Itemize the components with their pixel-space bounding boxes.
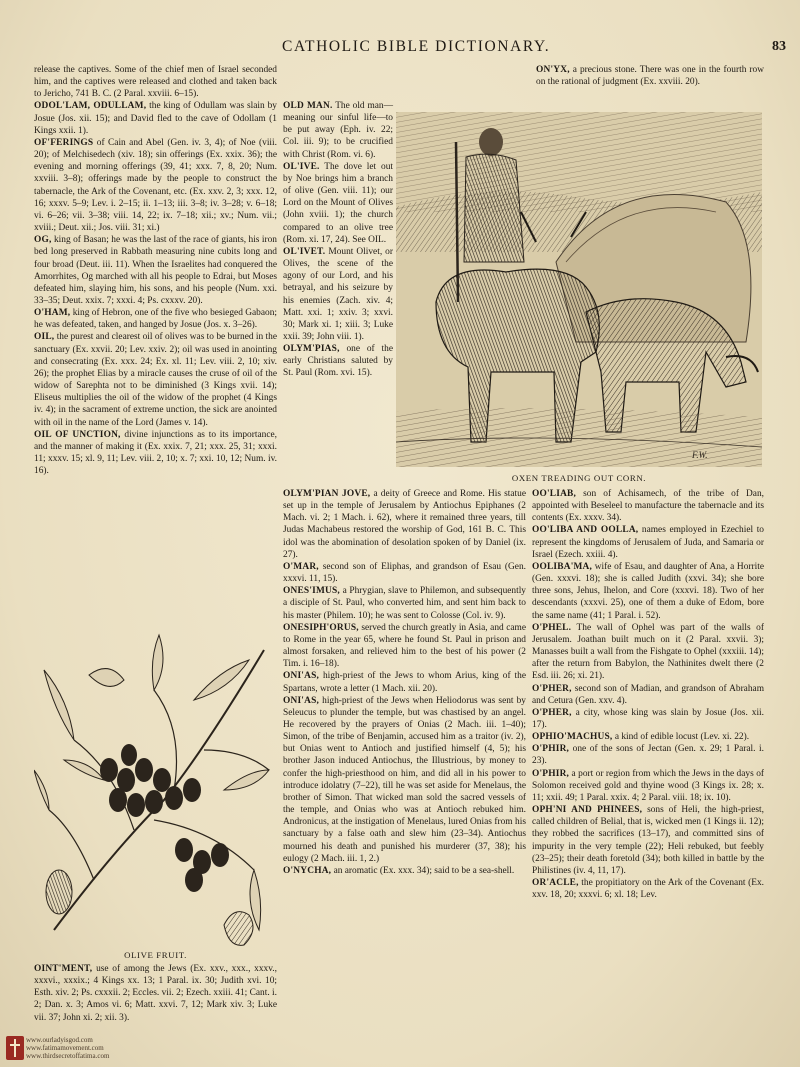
entry-text: sons of Heli, the high-priest, called children of Belial, that is, wicked men (1 Kings ii. 12); they robbed the sacrifices (13–17), and committed sins of impurity in the very temple (22); Heli rebuked, but feebly (23–25); their death foretold (34); both killed in battle by the Philistines (iv. 4, 11, 17).: [532, 805, 764, 876]
dictionary-entry: [34, 331, 277, 428]
dictionary-entry: [532, 488, 764, 524]
dictionary-entry: [532, 804, 764, 877]
dictionary-entry: [283, 246, 393, 343]
entry-text: the purest and clearest oil of olives was to be burned in the sanctuary (Ex. xxvii. 20; Lev. xxiv. 2); oil was used in anointing and consecrating (Ex. xxx. 24; Ex. xl. 11; Lev. viii. 2, 10; xiv. 26); the prophet Elias by a miracle causes the cruse of oil of the widow of Sarephta not to be diminished (3 Kings xvii. 14); Eliseus multiplies the oil of the widow of the prophet (4 Kings iv. 4); in the sacrament of extreme unction, the sick are anointed with oil in the name of the Lord (James v. 14).: [34, 332, 277, 428]
dictionary-entry: [532, 524, 764, 560]
entry-headword: OO'LIAB,: [532, 489, 577, 499]
entry-headword: OO'LIBA AND OOLLA,: [532, 525, 639, 536]
dictionary-entry: [34, 963, 277, 1024]
dictionary-entry: [532, 561, 764, 622]
dictionary-entry: [283, 100, 393, 161]
entry-headword: ONES'IMUS,: [283, 586, 340, 597]
entry-text: high-priest of the Jews when Heliodorus was sent by Seleucus to plunder the temple, but was chastised by an angel. He recovered by the prayers of Onias (2 Mach. iii. 1–40); Simon, of the tribe of Benjamin, accused him as a traitor (iv. 2), but Onias went to Antioch and justified himself (4, 5); his brother Jason induced Antiochus, the Illustrious, by money to confer the high-priesthood on him, and did all in his power to introduce idolatry (7–22), till he was set aside for Menelaus, the brother of Simon. That wicked man sold the sacred vessels of the temple, and Onias who was at Antioch rebuked him. Andronicus, at the instigation of Menelaus, lured Onias from his sanctuary by a false oath and slew him (23–34). Antiochus mourned his death and punished his murderer (37, 38); his eulogy (2 Mach. iii. 1, 2.): [283, 695, 526, 864]
entry-text: a deity of Greece and Rome. His statue set up in the temple of Jerusalem by Antiochus Epiphanes (2 Mach. vi. 2; 1 Mach. i. 62), where it remained three years, till Judas Machabeus restored the worship of God, 161 B. C. This idol was the abomination of desolation spoken of by Daniel (ix. 27).: [283, 489, 526, 560]
olive-caption: OLIVE FRUIT.: [124, 950, 187, 960]
dictionary-entry: [532, 731, 764, 743]
dictionary-entry: [34, 64, 277, 100]
entry-text: king of Hebron, one of the five who besieged Gabaon; he was defeated, taken, and hanged by Josue (Jos. x. 3–26).: [34, 308, 277, 331]
dictionary-entry: [532, 768, 764, 804]
dictionary-entry: [34, 234, 277, 307]
column-right-top: [536, 64, 764, 88]
svg-text:F.W.: F.W.: [692, 450, 708, 460]
column-left: [34, 64, 277, 477]
entry-headword: O'PHER,: [532, 707, 572, 718]
entry-headword: OPHIO'MACHUS,: [532, 732, 613, 743]
entry-headword: OOLIBA'MA,: [532, 561, 593, 572]
entry-text: the propitiatory on the Ark of the Covenant (Ex. xxv. 18, 20; xxxvi. 6; xl. 18; Lev.: [532, 878, 764, 901]
dictionary-entry: [283, 865, 526, 877]
footer-link-3[interactable]: www.thirdsecretoffatima.com: [26, 1052, 110, 1061]
entry-text: served the church greatly in Asia, and came to Rome in the year 65, where he found St. Paul in prison and almost forsaken, and relieved him to the best of his power (2 Tim. i. 16–18).: [283, 622, 526, 670]
entry-headword: ONESIPH'ORUS,: [283, 622, 359, 633]
entry-headword: OLD MAN.: [283, 101, 333, 111]
page-title: CATHOLIC BIBLE DICTIONARY.: [282, 38, 551, 55]
dictionary-entry: [283, 670, 526, 694]
footer-links: [26, 1036, 109, 1061]
entry-text: king of Basan; he was the last of the race of giants, his iron bed long preserved in Rabbath measuring nine cubits long and four broad (Deut. iii. 11). When the Israelites had conquered the Amorrhites, Og marched with all his people to Edrai, but Moses defeated him, slaying him, his sons, and his people (Num. xxi. 33–35; Deut. xxix. 7; xxxi. 4; Ps. cxxxv. 20).: [34, 235, 277, 306]
dictionary-entry: [34, 307, 277, 331]
entry-text: The old man—meaning our sinful life—to be put away (Eph. iv. 22; Col. iii. 9); to be crucified with Christ (Rom. vi. 6).: [283, 101, 393, 160]
entry-headword: ONI'AS,: [283, 671, 320, 682]
entry-text: second son of Madian, and grandson of Abraham and Cetura (Gen. xxv. 4).: [532, 683, 764, 706]
dictionary-entry: [536, 64, 764, 88]
olive-fruit-illustration: [34, 630, 277, 948]
dictionary-entry: [34, 137, 277, 234]
page-header: [0, 38, 800, 60]
entry-headword: OLYM'PIAN JOVE,: [283, 489, 371, 499]
dictionary-entry: [283, 488, 526, 561]
dictionary-entry: [283, 161, 393, 246]
entry-headword: OPH'NI AND PHINEES,: [532, 805, 643, 816]
dictionary-entry: [532, 622, 764, 683]
column-middle-narrow: [283, 100, 393, 380]
dictionary-entry: [532, 743, 764, 767]
dictionary-entry: [34, 429, 277, 478]
dictionary-entry: [532, 877, 764, 901]
entry-text: a port or region from which the Jews in the days of Solomon received gold and thyine wood (3 Kings ix. 28; x. 11; xxii. 49; 1 Paral. xxix. 4; 2 Paral. viii. 18; ix. 10).: [532, 768, 764, 803]
entry-text: of Cain and Abel (Gen. iv. 3, 4); of Noe (viii. 20); of Melchisedech (xiv. 18); sin offerings (Ex. xxix. 36); the evening and morning offerings (39, 41; xxx. 7, 8, 20; Num. xxviii. 3–8); offerings made by the people to construct the tabernacle, the Ark of the Covenant, etc. (Ex. xxv. 2, 3; xxx. 12, 16; xxxv. 5–9; Lev. i. 2–15; ii. 1–13; iii. 3–8; iv. 3–28; v. 6–18; vi. 6–26; vii. 3–38; viii. 14, 22; ix. 7–18; xii.; xv.; Num. vii.; xviii.; Deut. xii.; Jos. viii. 31; xi.): [34, 137, 277, 234]
footer-link-2[interactable]: www.fatimamovement.com: [26, 1044, 104, 1053]
entry-headword: OR'ACLE,: [532, 878, 579, 888]
entry-headword: O'HAM,: [34, 308, 71, 319]
dictionary-entry: [283, 622, 526, 671]
entry-text: a kind of edible locust (Lev. xi. 22).: [612, 732, 750, 743]
entry-text: second son of Eliphas, and grandson of Esau (Gen. xxxvi. 11, 15).: [283, 561, 526, 585]
entry-text: a city, whose king was slain by Josue (Jos. xii. 17).: [532, 707, 764, 730]
entry-text: names employed in Ezechiel to represent the kingdoms of Jerusalem of Juda, and Samaria or Israel (Ezech. xxiii. 4).: [532, 525, 764, 560]
entry-text: divine injunctions as to its importance, and the manner of making it (Ex. xxix. 7, 21; xxx. 25, 31; xxxi. 11; xxxv. 15; xl. 9, 11; Lev. viii. 2, 10; x. 7; xxi. 10, 12; Num. iv. 16).: [34, 429, 277, 477]
entry-headword: ONI'AS,: [283, 695, 320, 706]
column-right-bottom: [532, 488, 764, 901]
page-number: 83: [772, 39, 786, 54]
entry-text: use of among the Jews (Ex. xxv., xxx., xxxv., xxxvi., xxxix.; 4 Kings xx. 13; 1 Paral. ix. 30; Judith xvi. 10; Esth. xiv. 2; Ps. cxxxii. 2; Eccles. vii. 2; Ezech. xxiii. 41; Cant. i. 2; Dan. x. 3; Amos vi. 6; Matt. xxvi. 7, 12; Mark xiv. 3; Luke vii. 37; John xi. 2; xii. 3).: [34, 964, 277, 1023]
dictionary-entry: [283, 695, 526, 865]
column-middle-bottom: [283, 488, 526, 877]
oxen-caption: OXEN TREADING OUT CORN.: [511, 473, 647, 483]
entry-text: one of the sons of Jectan (Gen. x. 29; 1 Paral. i. 23).: [532, 744, 764, 767]
column-left-bottom: [34, 963, 277, 1024]
entry-text: release the captives. Some of the chief men of Israel seconded him, and the captives were released and clothed and taken back to Jericho, 741 B. C. (2 Paral. xxviii. 6–15).: [34, 65, 277, 100]
entry-text: one of the early Christians saluted by St. Paul (Rom. xvi. 15).: [283, 344, 393, 379]
footer-link-1[interactable]: www.ourladyisgod.com: [26, 1036, 93, 1044]
dictionary-entry: [34, 100, 277, 136]
dictionary-entry: [283, 561, 526, 585]
entry-text: a precious stone. There was one in the fourth row on the rational of judgment (Ex. xxviii. 20).: [536, 65, 764, 88]
oxen-illustration: [396, 112, 762, 467]
entry-headword: OLYM'PIAS,: [283, 344, 340, 355]
entry-headword: ON'YX,: [536, 65, 570, 75]
entry-text: high-priest of the Jews to whom Arius, king of the Spartans, wrote a letter (1 Mach. xii. 20).: [283, 671, 526, 694]
entry-headword: O'MAR,: [283, 561, 319, 572]
entry-headword: OF'FERINGS: [34, 137, 94, 148]
dictionary-entry: [532, 683, 764, 707]
entry-headword: O'PHIR,: [532, 744, 570, 755]
site-logo-icon: [6, 1036, 24, 1060]
entry-text: son of Achisamech, of the tribe of Dan, appointed with Beseleel to manufacture the tabernacle and its contents (Ex. xxxv. 34).: [532, 489, 764, 524]
entry-text: an aromatic (Ex. xxx. 34); said to be a sea-shell.: [331, 865, 515, 876]
entry-text: The dove let out by Noe brings him a branch of olive (Gen. viii. 11); our Lord on the Mount of Olives (John xviii. 1); the church compared to an olive tree (Rom. xi. 17, 24). See OIL.: [283, 161, 393, 245]
dictionary-entry: [532, 707, 764, 731]
entry-text: Mount Olivet, or Olives, the scene of the agony of our Lord, and his betrayal, and his seizure by his enemies (Zach. xiv. 4; Matt. xxi. 1; xxiv. 3; xxvi. 30; Mark xi. 1; xiii. 3; Luke xxii. 39; John viii. 1).: [283, 246, 393, 342]
dictionary-entry: [283, 585, 526, 621]
entry-headword: OIL,: [34, 332, 55, 343]
entry-headword: O'NYCHA,: [283, 865, 332, 876]
entry-headword: OG,: [34, 235, 52, 246]
entry-headword: OIL OF UNCTION,: [34, 429, 121, 440]
entry-text: the king of Odullam was slain by Josue (Jos. xii. 15); and David fled to the cave of Odollam (1 Kings xxii. 1).: [34, 101, 277, 136]
entry-text: a Phrygian, slave to Philemon, and subsequently a disciple of St. Paul, who converted him, and sent him back to his master (Philem. 10); he was sent to Colosse (Col. iv. 9).: [283, 586, 526, 621]
entry-headword: OL'IVET.: [283, 246, 326, 257]
entry-headword: O'PHIR,: [532, 768, 570, 779]
entry-text: The wall of Ophel was part of the walls of Jerusalem. Joathan built much on it (2 Paral. xxvii. 3); Manasses built a wall from the Fishgate to Ophel (xxxiii. 14); after the return from Babylon, the Nathinites dwelt there (2 Esd. iii. 26; xi. 21).: [532, 622, 764, 682]
entry-headword: O'PHER,: [532, 683, 572, 694]
dictionary-entry: [283, 343, 393, 379]
entry-text: wife of Esau, and daughter of Ana, a Horrite (Gen. xxxvi. 18); she is called Judith (xxvi. 34); she bore three sons, Jehus, Ihelon, and Core (xxxvi. 18). Two of her descendants (xxxvi. 25), one of them a duke of Edom, bore the same name (41; 1 Paral. i. 52).: [532, 561, 764, 621]
entry-headword: O'PHEL.: [532, 622, 572, 633]
entry-headword: OINT'MENT,: [34, 964, 93, 974]
entry-headword: ODOL'LAM, ODULLAM,: [34, 101, 147, 112]
entry-headword: OL'IVE.: [283, 161, 320, 172]
